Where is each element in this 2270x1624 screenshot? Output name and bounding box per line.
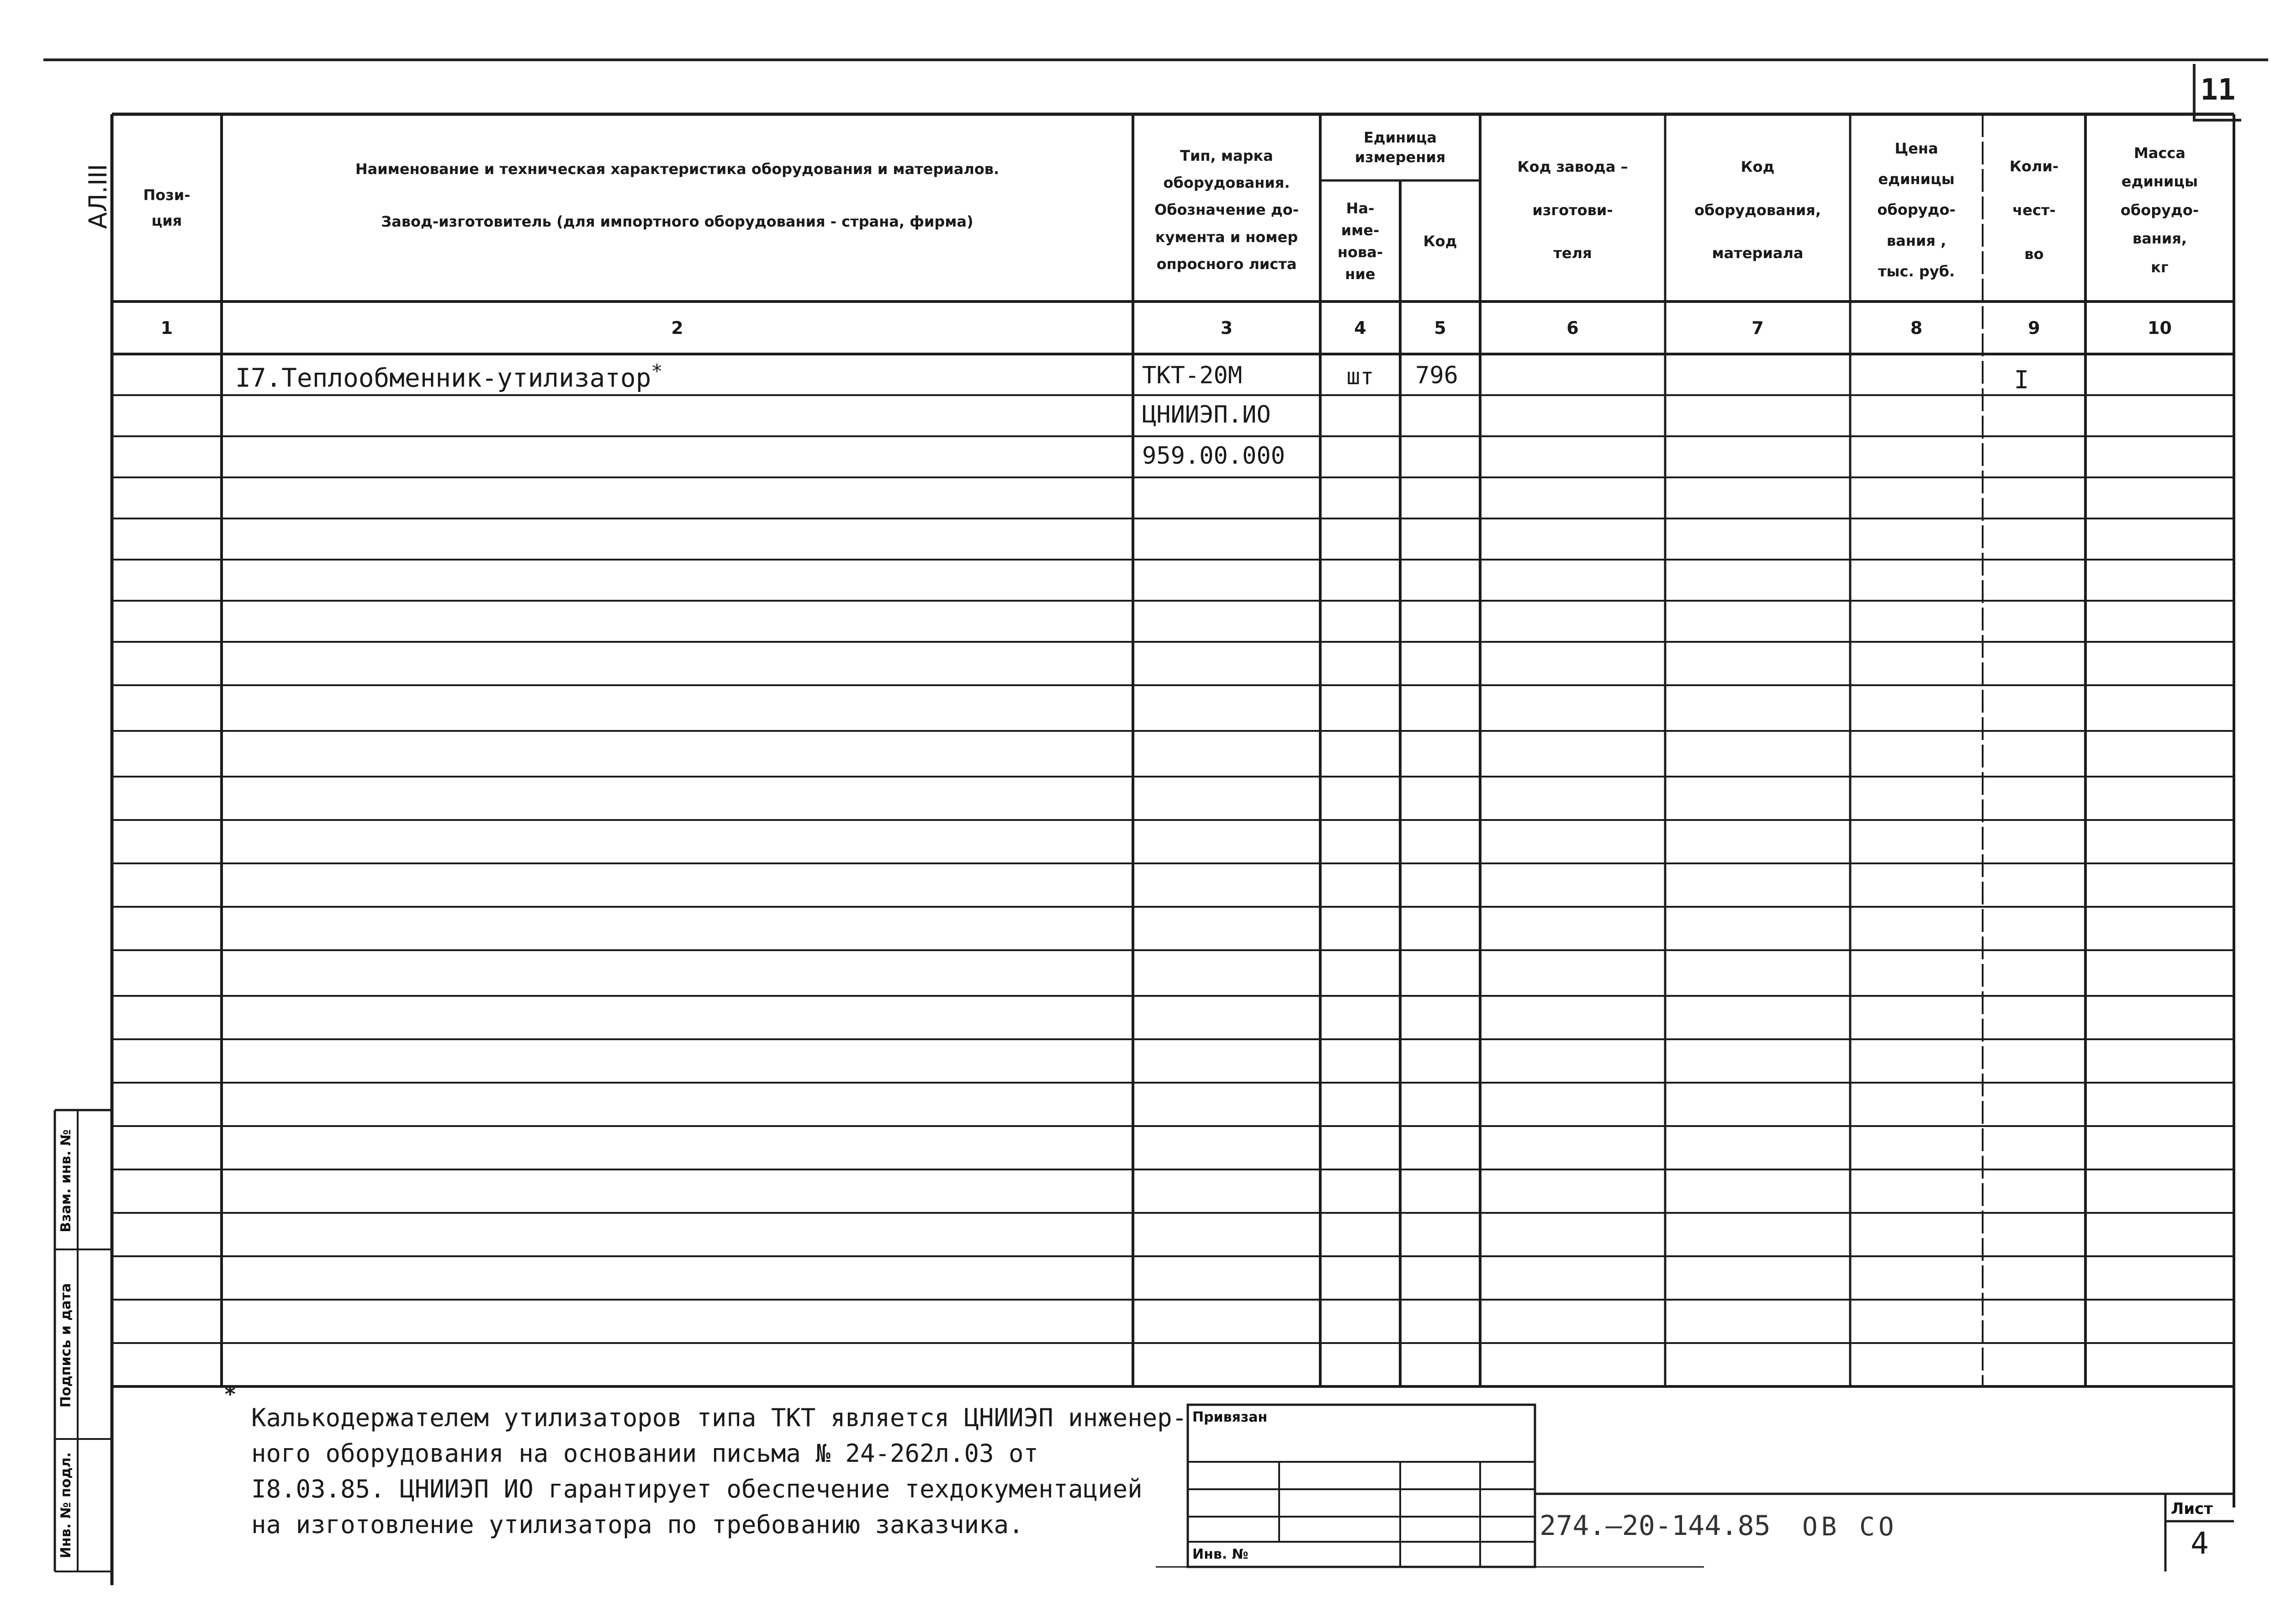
header-unit-code: Код — [1423, 232, 1457, 250]
sheet-number: 4 — [2191, 1526, 2209, 1561]
header-factory-code: Код завода – изготови- теля — [1517, 158, 1628, 262]
col-number-7: 7 — [1751, 317, 1764, 338]
sheet-label: Лист — [2171, 1500, 2213, 1518]
col-number-5: 5 — [1434, 317, 1446, 338]
stamp-inv-no: Инв. № — [1192, 1546, 1249, 1562]
row1-unit-code: 796 — [1415, 362, 1458, 389]
header-price: Цена единицы оборудо- вания , тыс. руб. — [1877, 140, 1956, 280]
row3-type: 959.00.000 — [1142, 442, 1286, 470]
footnote-mark: * — [224, 1382, 237, 1407]
col-number-10: 10 — [2148, 317, 2172, 338]
footnote-line-3: I8.03.85. ЦНИИЭП ИО гарантирует обеспечение техдокументацией — [251, 1475, 1143, 1503]
header-name-line2: Завод-изготовитель (для импортного оборудования - страна, фирма) — [381, 213, 974, 230]
row1-name-text: I7.Теплообменник-утилизатор — [235, 363, 651, 393]
sheet-corner-number: 11 — [2200, 73, 2236, 107]
header-unit-name: На- име- нова- ние — [1337, 199, 1383, 283]
footnote-text — [251, 1400, 1187, 1543]
row2-type: ЦНИИЭП.ИО — [1142, 401, 1271, 428]
stamp-privyazan: Привязан — [1192, 1409, 1268, 1425]
side-inv-podl: Инв. № подл. — [58, 1452, 74, 1559]
row1-type: ТКТ-20М — [1142, 362, 1243, 389]
footnote-line-4: на изготовление утилизатора по требованию заказчика. — [251, 1510, 1024, 1539]
col-number-2: 2 — [671, 317, 683, 338]
row1-name — [235, 360, 663, 393]
col-number-1: 1 — [160, 317, 173, 338]
col-number-8: 8 — [1910, 317, 1923, 338]
header-equipment-code: Код оборудования, материала — [1694, 158, 1821, 262]
row1-footnote-mark: * — [651, 360, 663, 382]
side-code: АЛ.III — [84, 164, 112, 229]
col-number-3: 3 — [1220, 317, 1233, 338]
doc-suffix: ОВ СО — [1802, 1512, 1898, 1542]
header-unit: Единица измерения — [1355, 128, 1446, 166]
footnote-line-2: ного оборудования на основании письма № 24-262л.03 от — [251, 1439, 1039, 1468]
header-quantity: Коли- чест- во — [2009, 158, 2059, 263]
row1-unit-name: шт — [1346, 363, 1374, 390]
header-name-line1: Наименование и техническая характеристика оборудования и материалов. — [355, 160, 1000, 178]
side-podpis: Подпись и дата — [58, 1283, 74, 1408]
col-number-6: 6 — [1566, 317, 1579, 338]
header-mass: Масса единицы оборудо- вания, кг — [2120, 144, 2199, 276]
header-position: Пози- ция — [143, 186, 190, 229]
side-vzam: Взам. инв. № — [58, 1129, 74, 1233]
row1-quantity: I — [2014, 365, 2029, 394]
footnote-line-1: Калькодержателем утилизаторов типа ТКТ является ЦНИИЭП инженер- — [251, 1403, 1187, 1432]
col-number-4: 4 — [1354, 317, 1366, 338]
header-type-mark: Тип, марка оборудования. Обозначение до- кумента и номер опросного листа — [1154, 147, 1299, 273]
doc-code: 274.–20-144.85 — [1540, 1510, 1771, 1542]
col-number-9: 9 — [2028, 317, 2040, 338]
